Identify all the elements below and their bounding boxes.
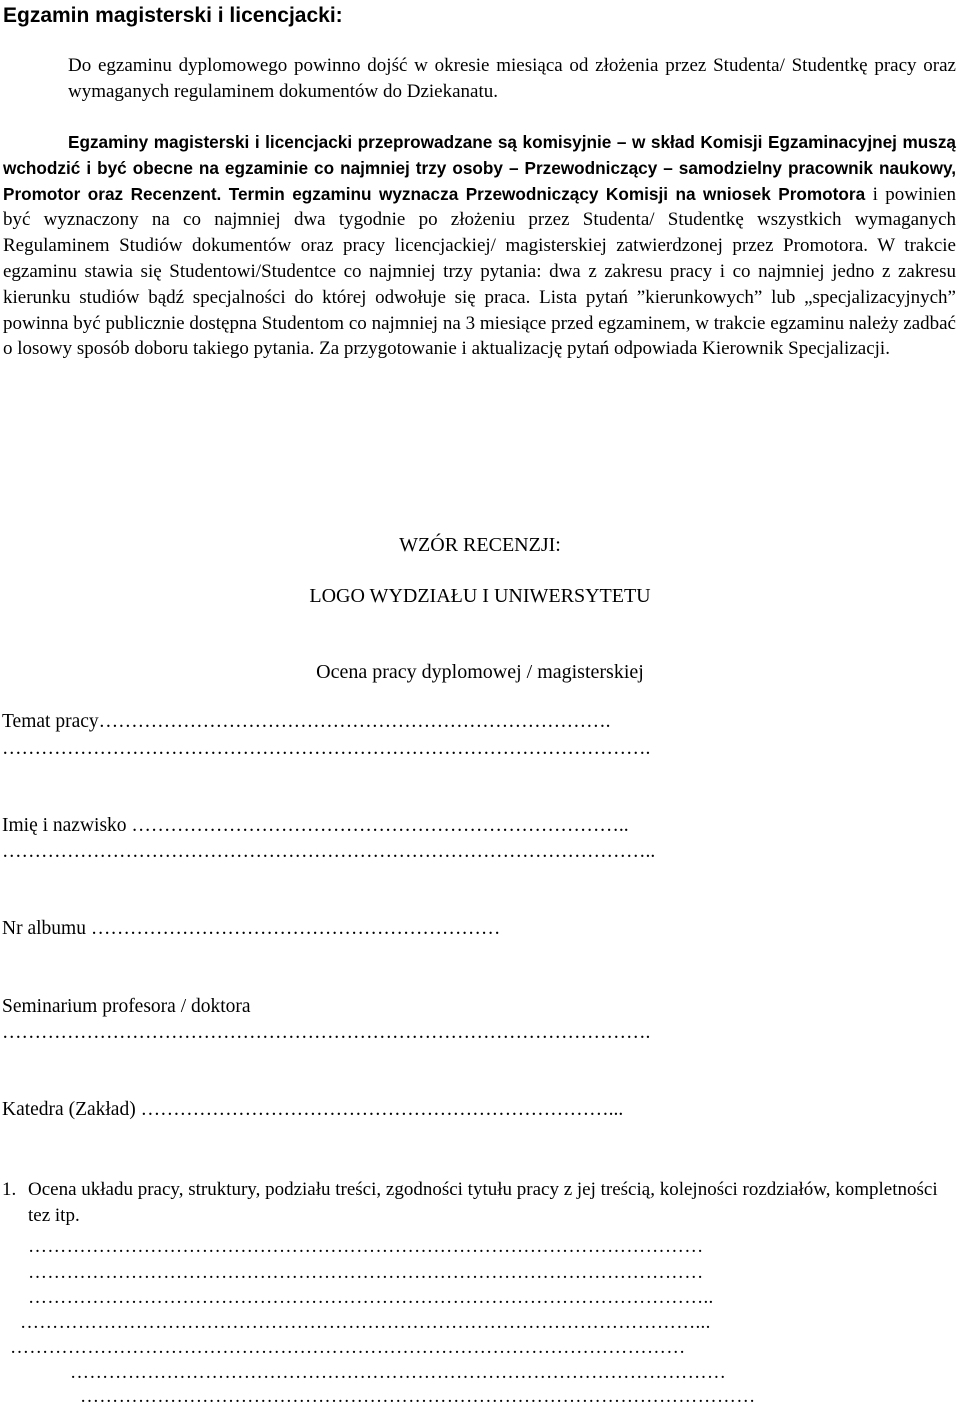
bold-commission-text: Egzaminy magisterski i licencjacki przeprowadzane są komisyjnie – w skład Komisji Egzaminacyjnej muszą wchodzić i być obecne na egzaminie co najmniej trzy osoby – Przewodniczący – samodzielny pracownik naukowy, Promotor oraz Recenzent.	[3, 132, 956, 204]
temat-field: Temat pracy…………………………………………………………………….	[2, 711, 611, 732]
answer-dot-line: ……………………………………………………………………………………………	[10, 1337, 686, 1358]
answer-dot-line: ……………………………………………………………………………………………...	[20, 1312, 711, 1333]
temat-field-continuation: ……………………………………………………………………………………….	[2, 738, 651, 759]
answer-dot-line: ……………………………………………………………………………………………	[28, 1262, 704, 1283]
seminar-field: ……………………………………………………………………………………….	[2, 1022, 651, 1043]
answer-dot-line: ……………………………………………………………………………………………..	[28, 1287, 714, 1308]
answer-dot-line: ……………………………………………………………………………………………	[28, 1236, 704, 1257]
question-1-text: Ocena układu pracy, struktury, podziału treści, zgodności tytułu pracy z jej treścią, kolejności rozdziałów, kompletności tez itp.	[28, 1179, 938, 1226]
name-field-continuation: ………………………………………………………………………………………..	[2, 841, 656, 862]
template-title: WZÓR RECENZJI:	[399, 534, 561, 556]
seminar-label: Seminarium profesora / doktora	[2, 996, 251, 1017]
answer-dot-line: ……………………………………………………………………………………………	[80, 1386, 756, 1407]
paragraph-deadline: Do egzaminu dyplomowego powinno dojść w okresie miesiąca od złożenia przez Studenta/ Studentkę pracy oraz wymaganych regulaminem dokumentów do Dziekanatu.	[68, 55, 956, 102]
page-heading: Egzamin magisterski i licencjacki:	[3, 4, 343, 27]
paragraph-exam-rules	[3, 130, 956, 362]
department-field: Katedra (Zakład) ………………………………………………………………...	[2, 1099, 624, 1120]
answer-dot-line: …………………………………………………………………………………………	[70, 1362, 727, 1383]
name-field: Imię i nazwisko …………………………………………………………………..	[2, 815, 629, 836]
review-subtitle: Ocena pracy dyplomowej / magisterskiej	[316, 661, 644, 683]
album-number-field: Nr albumu ………………………………………………………	[2, 918, 501, 939]
question-1-number: 1.	[2, 1179, 17, 1200]
logo-placeholder: LOGO WYDZIAŁU I UNIWERSYTETU	[309, 585, 651, 607]
bold-term-text: Termin egzaminu wyznacza Przewodniczący Komisji na wniosek Promotora	[228, 183, 866, 204]
exam-rules-text: i powinien być wyznaczony na co najmniej dwa tygodnie po złożeniu przez Studenta/ Studentkę wszystkich wymaganych Regulaminem Studiów dokumentów oraz pracy licencjackiej/ magisterskiej zatwierdzonej przez Promotora. W trakcie egzaminu stawia się Studentowi/Studentce co najmniej trzy pytania: dwa z zakresu pracy i co najmniej jedno z zakresu kierunku studiów bądź specjalności do której odwołuje się praca. Lista pytań ”kierunkowych” lub „specjalizacyjnych” powinna być publicznie dostępna Studentom co najmniej na 3 miesiące przed egzaminem, w trakcie egzaminu należy zadbać o losowy sposób doboru takiego pytania. Za przygotowanie i aktualizację pytań odpowiada Kierownik Specjalizacji.	[3, 183, 956, 360]
question-1	[2, 1177, 957, 1229]
